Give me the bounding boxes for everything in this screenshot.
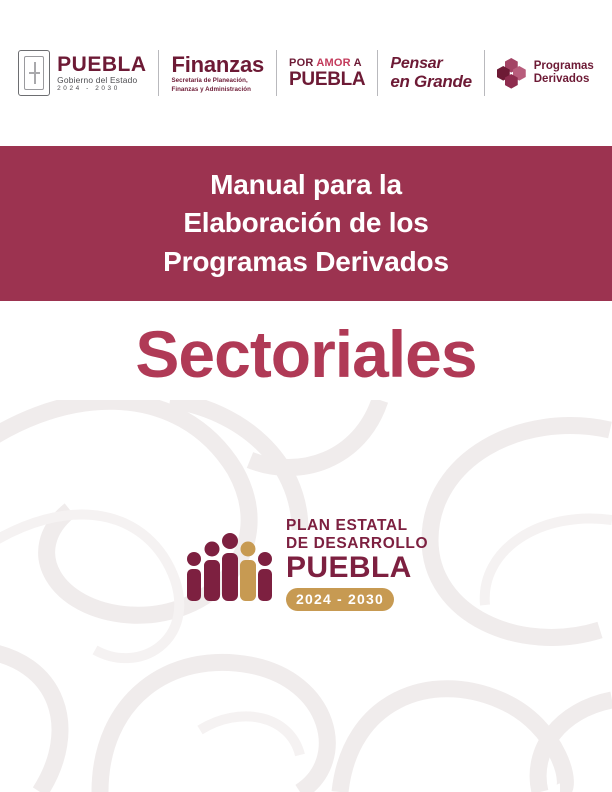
pensar-line1: Pensar bbox=[390, 55, 443, 72]
logo-pensar-en-grande bbox=[378, 43, 483, 103]
logo-puebla-gobierno bbox=[6, 43, 158, 103]
ped-line-3: PUEBLA bbox=[286, 551, 412, 584]
por-amor-pre: POR bbox=[289, 56, 317, 69]
puebla-logo-name: PUEBLA bbox=[57, 52, 147, 76]
ped-years-badge: 2024 - 2030 bbox=[286, 588, 394, 611]
title-band bbox=[0, 146, 612, 301]
ped-emblem bbox=[182, 512, 432, 617]
ped-line-2: DE DESARROLLO bbox=[286, 534, 429, 552]
header-logo-bar bbox=[0, 0, 612, 146]
title-line-3: Programas Derivados bbox=[163, 245, 449, 277]
document-subject: Sectoriales bbox=[135, 317, 477, 391]
programas-derivados-line2: Derivados bbox=[533, 73, 590, 85]
finanzas-subtitle-line1: Secretaría de Planeación, bbox=[171, 77, 248, 85]
finanzas-subtitle-line2: Finanzas y Administración bbox=[171, 85, 251, 93]
programas-derivados-line1: Programas bbox=[533, 60, 594, 73]
title-line-2: Elaboración de los bbox=[183, 207, 429, 239]
puebla-logo-subtitle: Gobierno del Estado bbox=[57, 74, 138, 85]
finanzas-title: Finanzas bbox=[171, 51, 265, 77]
logo-finanzas bbox=[159, 43, 276, 103]
logo-programas-derivados bbox=[485, 43, 606, 103]
puebla-shield-icon bbox=[18, 50, 50, 96]
puebla-logo-years: 2024 - 2030 bbox=[57, 85, 120, 92]
por-amor-puebla: PUEBLA bbox=[289, 68, 366, 90]
logo-por-amor-a-puebla bbox=[277, 43, 377, 103]
people-group-icon bbox=[182, 529, 274, 601]
por-amor-post: A bbox=[350, 56, 362, 69]
por-amor-highlight: AMOR bbox=[316, 56, 351, 69]
pensar-line2: en Grande bbox=[390, 72, 472, 91]
title-line-1: Manual para la bbox=[210, 168, 402, 200]
hexagon-cluster-icon bbox=[497, 58, 527, 88]
ped-line-1: PLAN ESTATAL bbox=[286, 517, 408, 534]
